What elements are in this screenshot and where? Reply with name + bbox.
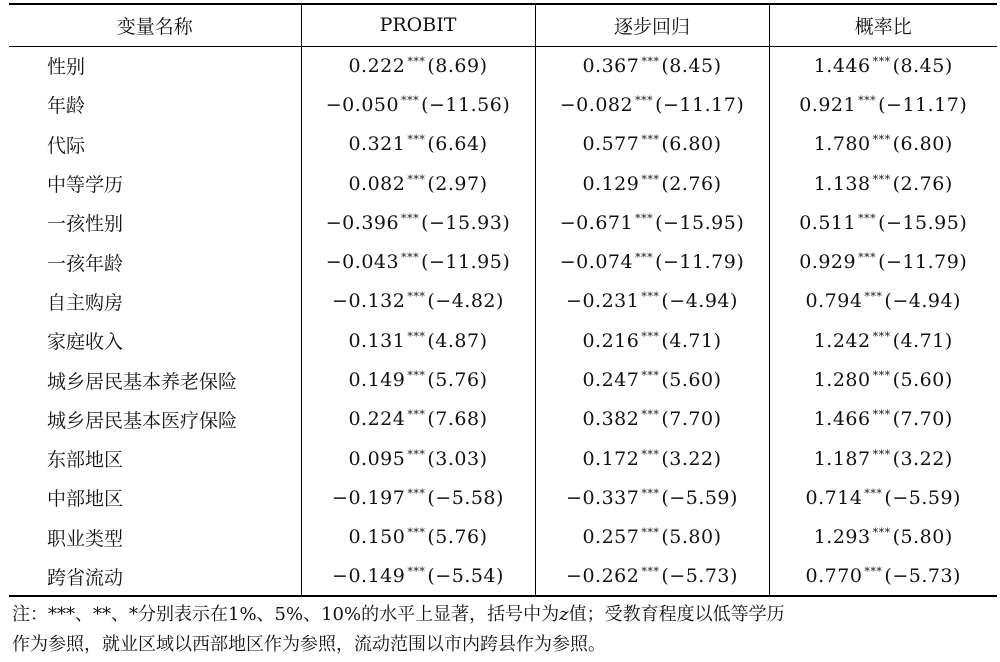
coefficient-value: 0.222 [348, 54, 406, 77]
coefficient-value: 0.129 [582, 172, 640, 195]
coefficient-value: −0.132 [332, 290, 406, 313]
coefficient-value: 0.257 [582, 526, 640, 549]
coefficient-cell [301, 557, 535, 596]
coefficient-cell [535, 321, 769, 360]
note-line-1 [12, 600, 992, 630]
table-row [9, 125, 997, 164]
significance-stars: *** [872, 447, 891, 461]
significance-stars: *** [641, 369, 660, 383]
z-value: (7.70) [661, 408, 722, 431]
significance-stars: *** [407, 329, 426, 343]
significance-stars: *** [641, 447, 660, 461]
z-value: (−15.95) [878, 211, 968, 234]
z-value: (−11.79) [655, 251, 745, 274]
coefficient-value: −0.231 [566, 290, 640, 313]
z-value: (5.80) [661, 526, 722, 549]
coefficient-cell [535, 400, 769, 439]
significance-stars: *** [407, 369, 426, 383]
coefficient-value: 0.511 [799, 211, 857, 234]
significance-stars: *** [641, 290, 660, 304]
significance-stars: *** [858, 211, 877, 225]
table-row [9, 321, 997, 360]
z-value: (5.60) [661, 369, 722, 392]
z-value: (3.03) [427, 447, 488, 470]
coefficient-cell [301, 282, 535, 321]
coefficient-cell [535, 203, 769, 242]
significance-stars: *** [641, 329, 660, 343]
significance-stars: *** [872, 369, 891, 383]
variable-name-cell: 职业类型 [47, 527, 124, 550]
coefficient-value: 0.216 [582, 329, 640, 352]
coefficient-value: 0.794 [805, 290, 863, 313]
table-row [9, 518, 997, 557]
significance-stars: *** [641, 172, 660, 186]
header-variable-name: 变量名称 [9, 4, 301, 46]
coefficient-value: 0.770 [805, 565, 863, 587]
z-value: (−11.17) [655, 93, 745, 116]
variable-name-cell: 年龄 [47, 95, 86, 118]
significance-stars: *** [872, 408, 891, 422]
variable-name-cell: 代际 [47, 134, 86, 157]
significance-stars: *** [407, 408, 426, 422]
coefficient-value: 1.466 [813, 408, 871, 431]
variable-name-cell: 城乡居民基本医疗保险 [47, 409, 238, 432]
coefficient-value: 0.714 [805, 486, 863, 509]
significance-stars: *** [635, 251, 654, 265]
significance-stars: *** [407, 565, 426, 578]
coefficient-value: −0.043 [325, 251, 400, 274]
significance-stars: *** [872, 329, 891, 343]
note-text: 注：***、**、*分别表示在1%、5%、10%的水平上显著，括号中为 [12, 604, 560, 625]
coefficient-value: −0.074 [559, 251, 634, 274]
coefficient-cell [769, 242, 997, 281]
significance-stars: *** [872, 172, 891, 186]
table-row [9, 360, 997, 399]
coefficient-cell [301, 125, 535, 164]
coefficient-value: 0.247 [582, 369, 640, 392]
coefficient-cell [301, 46, 535, 85]
significance-stars: *** [401, 93, 420, 107]
coefficient-cell [535, 557, 769, 596]
significance-stars: *** [858, 251, 877, 265]
variable-name-cell: 中等学历 [47, 174, 124, 197]
variable-name-cell: 一孩年龄 [47, 252, 124, 275]
significance-stars: *** [641, 486, 660, 500]
z-value: (5.80) [892, 526, 953, 549]
coefficient-value: 1.293 [813, 526, 871, 549]
significance-stars: *** [864, 290, 883, 304]
z-value: (3.22) [892, 447, 953, 470]
coefficient-value: 0.082 [348, 172, 406, 195]
coefficient-value: −0.149 [332, 565, 406, 587]
table-row [9, 164, 997, 203]
coefficient-cell [769, 400, 997, 439]
coefficient-cell [769, 321, 997, 360]
coefficient-cell [535, 242, 769, 281]
coefficient-value: 0.224 [348, 408, 406, 431]
coefficient-value: 0.367 [582, 54, 640, 77]
significance-stars: *** [407, 447, 426, 461]
note-text: 值；受教育程度以低等学历 [568, 604, 785, 625]
z-value: (4.71) [661, 329, 722, 352]
coefficient-cell [301, 203, 535, 242]
z-value: (−11.17) [878, 93, 968, 116]
coefficient-cell [301, 439, 535, 478]
z-value: (3.22) [661, 447, 722, 470]
significance-stars: *** [641, 565, 660, 578]
z-value: (7.68) [427, 408, 488, 431]
significance-stars: *** [872, 54, 891, 68]
table-body [9, 46, 997, 596]
z-value: (−11.79) [878, 251, 968, 274]
table-note [12, 600, 992, 660]
z-value: (−4.94) [661, 290, 738, 313]
coefficient-cell [535, 518, 769, 557]
z-value: (−5.73) [884, 565, 961, 587]
coefficient-value: 1.780 [813, 133, 871, 156]
z-value: (6.64) [427, 133, 488, 156]
coefficient-value: 0.921 [799, 93, 857, 116]
z-value: (6.80) [892, 133, 953, 156]
significance-stars: *** [641, 133, 660, 147]
z-value: (−5.54) [427, 565, 504, 587]
coefficient-value: 0.929 [799, 251, 857, 274]
significance-stars: *** [407, 526, 426, 540]
significance-stars: *** [641, 408, 660, 422]
coefficient-cell [769, 557, 997, 596]
coefficient-value: 0.321 [348, 133, 406, 156]
table-row [9, 46, 997, 85]
coefficient-value: −0.197 [332, 486, 406, 509]
z-value: (8.45) [661, 54, 722, 77]
z-value: (7.70) [892, 408, 953, 431]
coefficient-cell [301, 478, 535, 517]
coefficient-cell [769, 518, 997, 557]
z-value: (8.69) [427, 54, 488, 77]
table-row [9, 85, 997, 124]
coefficient-cell [769, 125, 997, 164]
coefficient-cell [535, 478, 769, 517]
coefficient-cell [769, 282, 997, 321]
coefficient-cell [535, 360, 769, 399]
coefficient-cell [301, 242, 535, 281]
variable-name-cell: 家庭收入 [47, 331, 124, 354]
significance-stars: *** [864, 565, 883, 578]
z-value: (−5.59) [661, 486, 738, 509]
coefficient-cell [301, 321, 535, 360]
coefficient-cell [769, 85, 997, 124]
z-value: (6.80) [661, 133, 722, 156]
coefficient-cell [535, 439, 769, 478]
coefficient-cell [301, 164, 535, 203]
z-value: (4.71) [892, 329, 953, 352]
table-row [9, 282, 997, 321]
z-value: (5.76) [427, 369, 488, 392]
significance-stars: *** [407, 486, 426, 500]
coefficient-cell [769, 203, 997, 242]
coefficient-value: 1.242 [813, 329, 871, 352]
coefficient-cell [535, 282, 769, 321]
coefficient-cell [301, 518, 535, 557]
z-value: (−5.58) [427, 486, 504, 509]
z-value: (8.45) [892, 54, 953, 77]
significance-stars: *** [407, 290, 426, 304]
z-value: (5.60) [892, 369, 953, 392]
coefficient-cell [769, 439, 997, 478]
coefficient-value: 1.138 [813, 172, 871, 195]
z-value: (2.97) [427, 172, 488, 195]
significance-stars: *** [858, 93, 877, 107]
coefficient-cell [769, 478, 997, 517]
table-row [9, 478, 997, 517]
z-value: (−15.93) [421, 211, 511, 234]
coefficient-value: −0.082 [559, 93, 634, 116]
coefficient-cell [769, 46, 997, 85]
header-stepwise-regression: 逐步回归 [535, 4, 769, 46]
significance-stars: *** [407, 172, 426, 186]
coefficient-value: 0.131 [348, 329, 406, 352]
significance-stars: *** [641, 54, 660, 68]
z-value: (4.87) [427, 329, 488, 352]
variable-name-cell: 跨省流动 [9, 557, 301, 596]
z-value: (−4.82) [427, 290, 504, 313]
coefficient-value: −0.396 [325, 211, 400, 234]
variable-name-cell: 性别 [47, 56, 86, 79]
variable-name-cell: 东部地区 [47, 449, 124, 472]
table-row [9, 203, 997, 242]
table-header-row [9, 4, 997, 46]
coefficient-cell [535, 164, 769, 203]
z-value: (2.76) [892, 172, 953, 195]
coefficient-value: −0.671 [559, 211, 634, 234]
coefficient-cell [535, 85, 769, 124]
note-z-symbol: z [559, 604, 569, 625]
header-probit: PROBIT [301, 4, 535, 46]
coefficient-value: −0.262 [566, 565, 640, 587]
significance-stars: *** [407, 54, 426, 68]
coefficient-value: 0.149 [348, 369, 406, 392]
significance-stars: *** [641, 526, 660, 540]
z-value: (−4.94) [884, 290, 961, 313]
variable-name-cell: 中部地区 [47, 488, 124, 511]
coefficient-value: 0.382 [582, 408, 640, 431]
table-row [9, 242, 997, 281]
z-value: (−15.95) [655, 211, 745, 234]
coefficient-cell [769, 360, 997, 399]
significance-stars: *** [872, 133, 891, 147]
coefficient-cell [301, 360, 535, 399]
significance-stars: *** [401, 251, 420, 265]
coefficient-value: 1.446 [813, 54, 871, 77]
z-value: (−5.59) [884, 486, 961, 509]
z-value: (−5.73) [661, 565, 738, 587]
z-value: (−11.56) [421, 93, 511, 116]
variable-name-cell: 城乡居民基本养老保险 [47, 370, 238, 393]
note-line-2: 作为参照，就业区域以西部地区作为参照，流动范围以市内跨县作为参照。 [12, 634, 606, 655]
significance-stars: *** [635, 211, 654, 225]
coefficient-cell [301, 85, 535, 124]
coefficient-value: 1.280 [813, 369, 871, 392]
coefficient-cell [301, 400, 535, 439]
z-value: (2.76) [661, 172, 722, 195]
coefficient-value: 0.095 [348, 447, 406, 470]
coefficient-value: 1.187 [813, 447, 871, 470]
z-value: (5.76) [427, 526, 488, 549]
variable-name-cell: 一孩性别 [47, 213, 124, 236]
significance-stars: *** [407, 133, 426, 147]
header-odds-ratio: 概率比 [769, 4, 997, 46]
significance-stars: *** [864, 486, 883, 500]
significance-stars: *** [401, 211, 420, 225]
regression-results-table [9, 3, 997, 597]
coefficient-value: −0.050 [325, 93, 400, 116]
coefficient-value: 0.150 [348, 526, 406, 549]
coefficient-cell [769, 164, 997, 203]
table-row [9, 439, 997, 478]
coefficient-cell [535, 46, 769, 85]
coefficient-cell [535, 125, 769, 164]
coefficient-value: 0.172 [582, 447, 640, 470]
table-row [9, 557, 997, 596]
coefficient-value: −0.337 [566, 486, 640, 509]
variable-name-cell: 自主购房 [47, 291, 124, 314]
z-value: (−11.95) [421, 251, 511, 274]
significance-stars: *** [635, 93, 654, 107]
significance-stars: *** [872, 526, 891, 540]
coefficient-value: 0.577 [582, 133, 640, 156]
table-row [9, 400, 997, 439]
